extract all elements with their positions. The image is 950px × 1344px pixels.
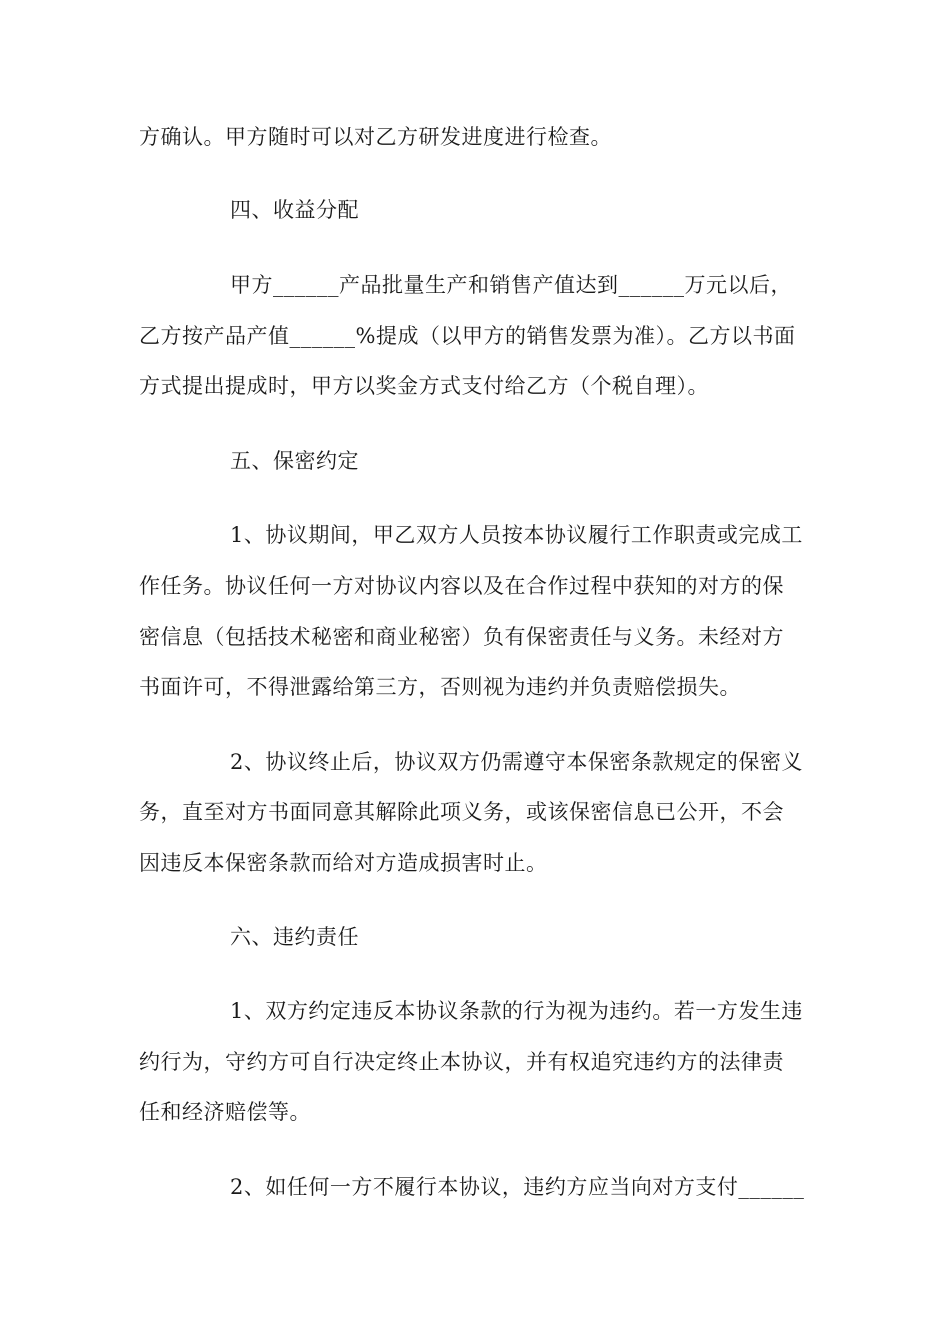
paragraph-line: 任和经济赔偿等。 bbox=[139, 1100, 311, 1124]
paragraph-line: 密信息（包括技术秘密和商业秘密）负有保密责任与义务。未经对方 bbox=[139, 625, 784, 649]
paragraph-line: 方确认。甲方随时可以对乙方研发进度进行检查。 bbox=[139, 125, 612, 149]
paragraph-line: 因违反本保密条款而给对方造成损害时止。 bbox=[139, 851, 548, 875]
paragraph-line: 1、双方约定违反本协议条款的行为视为违约。若一方发生违 bbox=[230, 999, 803, 1023]
section-heading: 五、保密约定 bbox=[230, 449, 359, 473]
paragraph-line: 约行为，守约方可自行决定终止本协议，并有权追究违约方的法律责 bbox=[139, 1050, 784, 1074]
paragraph-line: 2、协议终止后，协议双方仍需遵守本保密条款规定的保密义 bbox=[230, 750, 803, 774]
paragraph-line: 1、协议期间，甲乙双方人员按本协议履行工作职责或完成工 bbox=[230, 523, 803, 547]
paragraph-line: 方式提出提成时，甲方以奖金方式支付给乙方（个税自理）。 bbox=[139, 374, 709, 398]
paragraph-line: 务，直至对方书面同意其解除此项义务，或该保密信息已公开，不会 bbox=[139, 800, 784, 824]
section-heading: 四、收益分配 bbox=[230, 198, 359, 222]
paragraph-line: 书面许可，不得泄露给第三方，否则视为违约并负责赔偿损失。 bbox=[139, 675, 741, 699]
paragraph-line: 作任务。协议任何一方对协议内容以及在合作过程中获知的对方的保 bbox=[139, 574, 784, 598]
paragraph-line: 2、如任何一方不履行本协议，违约方应当向对方支付______ bbox=[230, 1175, 805, 1199]
section-heading: 六、违约责任 bbox=[230, 925, 359, 949]
paragraph-line: 乙方按产品产值______%提成（以甲方的销售发票为准）。乙方以书面 bbox=[139, 324, 796, 348]
paragraph-line: 甲方______产品批量生产和销售产值达到______万元以后， bbox=[230, 273, 792, 297]
